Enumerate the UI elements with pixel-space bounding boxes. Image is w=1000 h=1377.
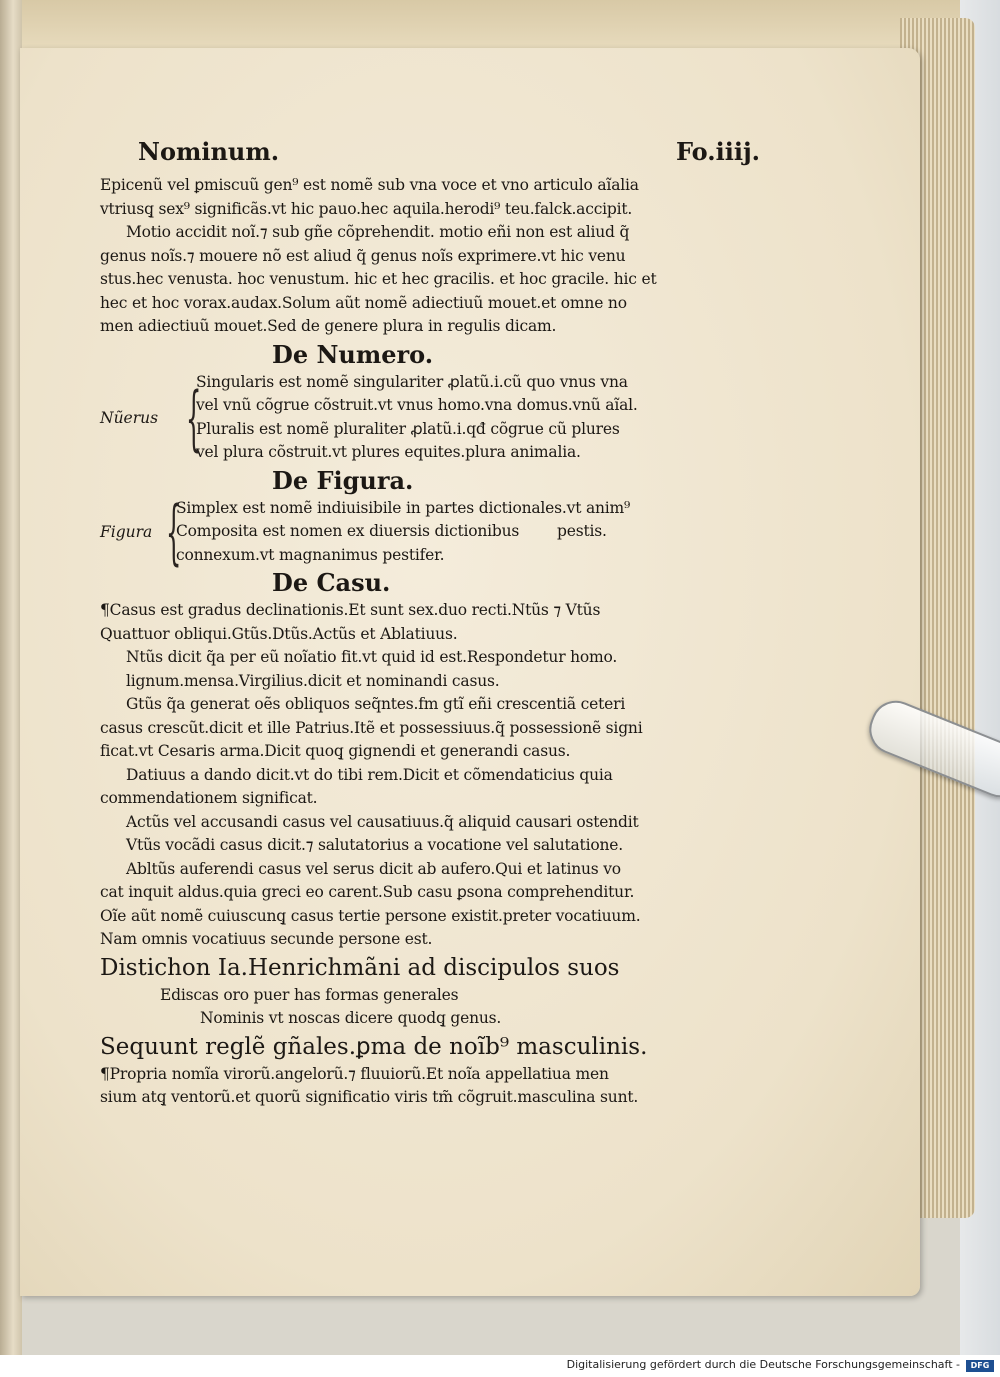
section-heading-numero: De Numero. [272,339,434,369]
distichon-heading: Distichon Ia.Henrichmãni ad discipulos suos [100,954,620,981]
text-line: men adiectiuũ mouet.Sed de genere plura in regulis dicam. [100,317,557,335]
figura-brace-block [100,490,760,573]
digitization-credit: Digitalisierung gefördert durch die Deutsche Forschungsgemeinschaft - [566,1358,960,1371]
verse-line: Ediscas oro puer has formas generales [160,985,459,1004]
text-line: Datiuus a dando dicit.vt do tibi rem.Dicit et cõmendaticius quia [126,765,613,784]
text-line: Motio accidit noĩ.⁊ sub gñe cõprehendit. motio eñi non est aliud q̃ [126,223,630,241]
section-heading-casu: De Casu. [272,568,391,597]
running-header [100,130,760,174]
text-line: vel vnũ cõgrue cõstruit.vt vnus homo.vna domus.vnũ aĩal. [196,396,638,414]
text-line: Abltũs auferendi casus vel serus dicit ab aufero.Qui et latinus vo [126,859,621,878]
text-line: ¶Propria nomĩa virorũ.angelorũ.⁊ fluuiorũ.Et noĩa appellatiua men [100,1064,609,1083]
brace-icon: { [165,490,182,573]
text-line: commendationem significat. [100,789,318,807]
text-line: vtriusq̧ sex⁹ significãs.vt hic pauo.hec aquila.herodi⁹ teu.falck.accipit. [100,199,633,218]
brace-label: Figura [100,522,153,541]
book-page [20,48,920,1296]
text-line: vel plura cõstruit.vt plures equites.plura animalia. [196,443,581,461]
brace-icon: { [185,376,202,459]
text-line: cat inquit aldus.quia greci eo carent.Sub casu ꝑsona comprehenditur. [100,883,635,901]
text-line: sium atq̧ ventorũ.et quorũ significatio viris tm̃ cõgruit.masculina sunt. [100,1088,639,1106]
brace-label: Nũerus [100,408,159,427]
text-line: Oĩe aũt nomẽ cuiuscunq̧ casus tertie persone existit.preter vocatiuum. [100,906,641,925]
text-line: genus noĩs.⁊ mouere nõ est aliud q̃ genus noĩs exprimere.vt hic venu [100,246,626,265]
dfg-logo: DFG [966,1360,994,1372]
text-line: Simplex est nomẽ indiuisibile in partes dictionales.vt anim⁹ [176,498,631,517]
folio-number: Fo.iiij. [675,137,760,166]
text-line: casus crescũt.dicit et ille Patrius.Itẽ et possessiuus.q̃ possessionẽ signi [100,718,643,737]
text-line: connexum.vt magnanimus pestifer. [176,545,445,564]
text-line: Epicenũ vel ꝑmiscuũ gen⁹ est nomẽ sub vna voce et vno articulo aĩalia [100,176,639,194]
text-line: Gtũs q̃a generat oẽs obliquos seq̃ntes.fm gtĩ eñi crescentiã ceteri [126,695,626,713]
text-line: hec et hoc vorax.audax.Solum aũt nomẽ adiectiuũ mouet.et omne no [100,293,627,312]
section-heading-figura: De Figura. [272,465,414,495]
text-line: Vtũs vocãdi casus dicit.⁊ salutatorius a vocatione vel salutatione. [126,836,623,854]
book-spine [0,0,22,1355]
text-line: Singularis est nomẽ singulariter ꝓlatũ.i.cũ quo vnus vna [196,372,628,391]
text-line: lignum.mensa.Virgilius.dicit et nominandi casus. [126,671,500,690]
text-line: Pluralis est nomẽ pluraliter ꝓlatũ.i.qđ cõgrue cũ plures [196,419,620,438]
text-line: Composita est nomen ex diuersis dictionibus pestis. [176,522,607,540]
text-line: ficat.vt Cesaris arma.Dicit quoq̧ gignendi et generandi casus. [100,742,571,760]
text-line: ¶Casus est gradus declinationis.Et sunt sex.duo recti.Ntũs ⁊ Vtũs [100,601,601,619]
numerus-brace-block [100,371,760,465]
text-line: stus.hec venusta. hoc venustum. hic et hec gracilis. et hoc gracile. hic et [100,270,657,288]
text-line: Actũs vel accusandi casus vel causatiuus.q̃ aliquid causari ostendit [126,812,639,831]
regule-heading: Sequunt reglẽ gñales.ꝑma de noĩb⁹ masculinis. [100,1033,648,1060]
text-line: Ntũs dicit q̃a per eũ noĩatio fit.vt quid id est.Respondetur homo. [126,648,618,666]
verse-line: Nominis vt noscas dicere quodq̧ genus. [200,1009,502,1027]
header-title: Nominum. [138,137,280,166]
page-text [100,130,760,1110]
text-line: Quattuor obliqui.Gtũs.Dtũs.Actũs et Ablatiuus. [100,624,458,643]
text-line: Nam omnis vocatiuus secunde persone est. [100,930,433,948]
